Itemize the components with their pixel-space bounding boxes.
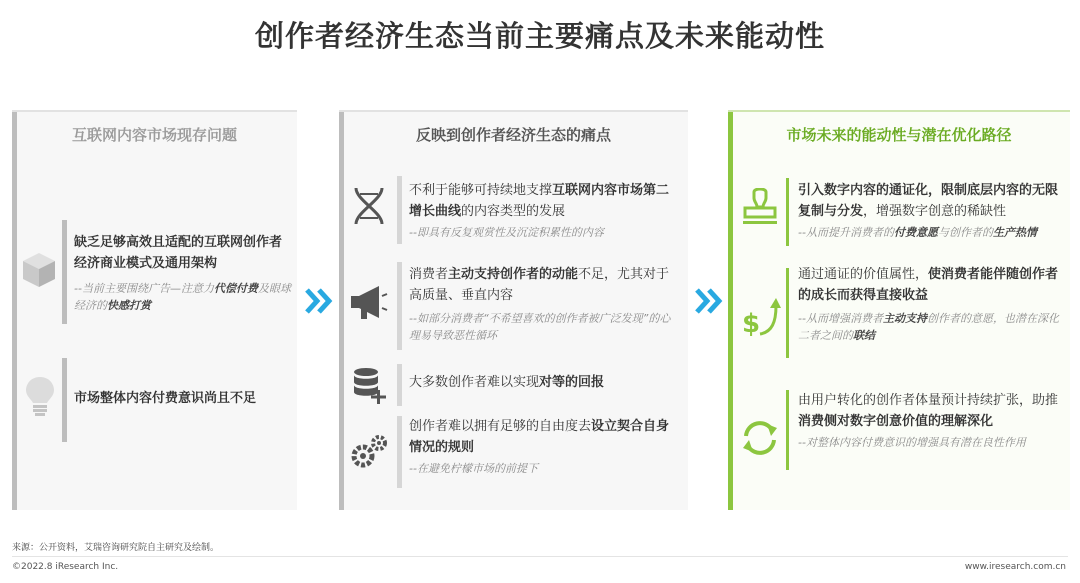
pain-sub: --即具有反复观赏性及沉淀积累性的内容: [409, 226, 604, 239]
pain-main: 创作者难以拥有足够的自由度去设立契合自身情况的规则: [409, 419, 670, 455]
dollar-growth-icon: [740, 296, 782, 342]
megaphone-icon: [349, 284, 389, 326]
problem-item-2: [74, 388, 294, 409]
path-sub: --从而提升消费者的付费意愿与创作者的生产热情: [798, 226, 1037, 239]
item-divider: [397, 364, 402, 406]
panel-header: 互联网内容市场现存问题: [71, 126, 237, 144]
page-title: 创作者经济生态当前主要痛点及未来能动性: [254, 19, 825, 53]
panel-header: 市场未来的能动性与潜在优化路径: [786, 126, 1012, 144]
panel-accent-bar: [339, 112, 344, 510]
lightbulb-icon: [22, 374, 58, 422]
source-note: 来源：公开资料，艾瑞咨询研究院自主研究及绘制。: [12, 543, 220, 553]
item-divider: [62, 220, 67, 324]
path-item-3: [798, 390, 1060, 451]
path-item-1: [798, 180, 1060, 241]
svg-text:$: $: [742, 309, 761, 338]
stamp-icon: [740, 188, 780, 232]
item-divider: [62, 358, 67, 442]
footer-divider: [12, 556, 1068, 557]
website-url: www.iresearch.com.cn: [964, 562, 1066, 572]
item-divider: [397, 262, 402, 350]
pain-item-1: [409, 180, 679, 241]
pain-main: 大多数创作者难以实现对等的回报: [409, 375, 605, 390]
path-main: 通过通证的价值属性，使消费者能伴随创作者的成长而获得直接收益: [798, 267, 1059, 303]
dna-icon: [351, 186, 387, 230]
double-chevron-icon: [304, 287, 334, 319]
panel-future-paths: [728, 110, 1070, 510]
pain-item-3: [409, 372, 679, 393]
panel-current-problems: [12, 110, 297, 510]
item-divider: [786, 268, 789, 358]
copyright: ©2022.8 iResearch Inc.: [12, 562, 119, 572]
path-sub: --从而增强消费者主动支持创作者的意愿，也潜在深化二者之间的联结: [798, 312, 1059, 342]
path-main: 由用户转化的创作者体量预计持续扩张，助推消费侧对数字创意价值的理解深化: [798, 393, 1059, 429]
double-chevron-icon: [694, 287, 724, 319]
pain-sub: --如部分消费者“不希望喜欢的创作者被广泛发现”的心理易导致恶性循环: [409, 312, 671, 342]
panel-accent-bar: [728, 112, 733, 510]
database-add-icon: [351, 366, 389, 410]
pain-main: 消费者主动支持创作者的动能不足，尤其对于高质量、垂直内容: [409, 267, 670, 303]
pain-main: 不利于能够可持续地支撑互联网内容市场第二增长曲线的内容类型的发展: [409, 183, 670, 219]
path-item-2: [798, 264, 1060, 344]
pain-item-4: [409, 416, 679, 477]
gears-icon: [349, 434, 389, 474]
panel-header: 反映到创作者经济生态的痛点: [415, 126, 611, 144]
cube-icon: [20, 250, 58, 294]
pain-item-2: [409, 264, 679, 344]
path-sub: --对整体内容付费意识的增强具有潜在良性作用: [798, 436, 1026, 449]
panel-pain-points: [339, 110, 688, 510]
item-divider: [397, 176, 402, 244]
item-divider: [397, 416, 402, 488]
problem-main: 市场整体内容付费意识尚且不足: [74, 391, 257, 406]
path-main: 引入数字内容的通证化，限制底层内容的无限复制与分发，增强数字创意的稀缺性: [798, 183, 1059, 219]
item-divider: [786, 390, 789, 470]
pain-sub: --在避免柠檬市场的前提下: [409, 462, 538, 475]
item-divider: [786, 178, 789, 246]
problem-main: 缺乏足够高效且适配的互联网创作者经济商业模式及通用架构: [74, 235, 283, 271]
refresh-icon: [740, 418, 780, 462]
problem-sub: --当前主要围绕广告—注意力代偿付费及眼球经济的快感打赏: [74, 282, 291, 312]
panel-accent-bar: [12, 112, 17, 510]
problem-item-1: [74, 232, 294, 314]
